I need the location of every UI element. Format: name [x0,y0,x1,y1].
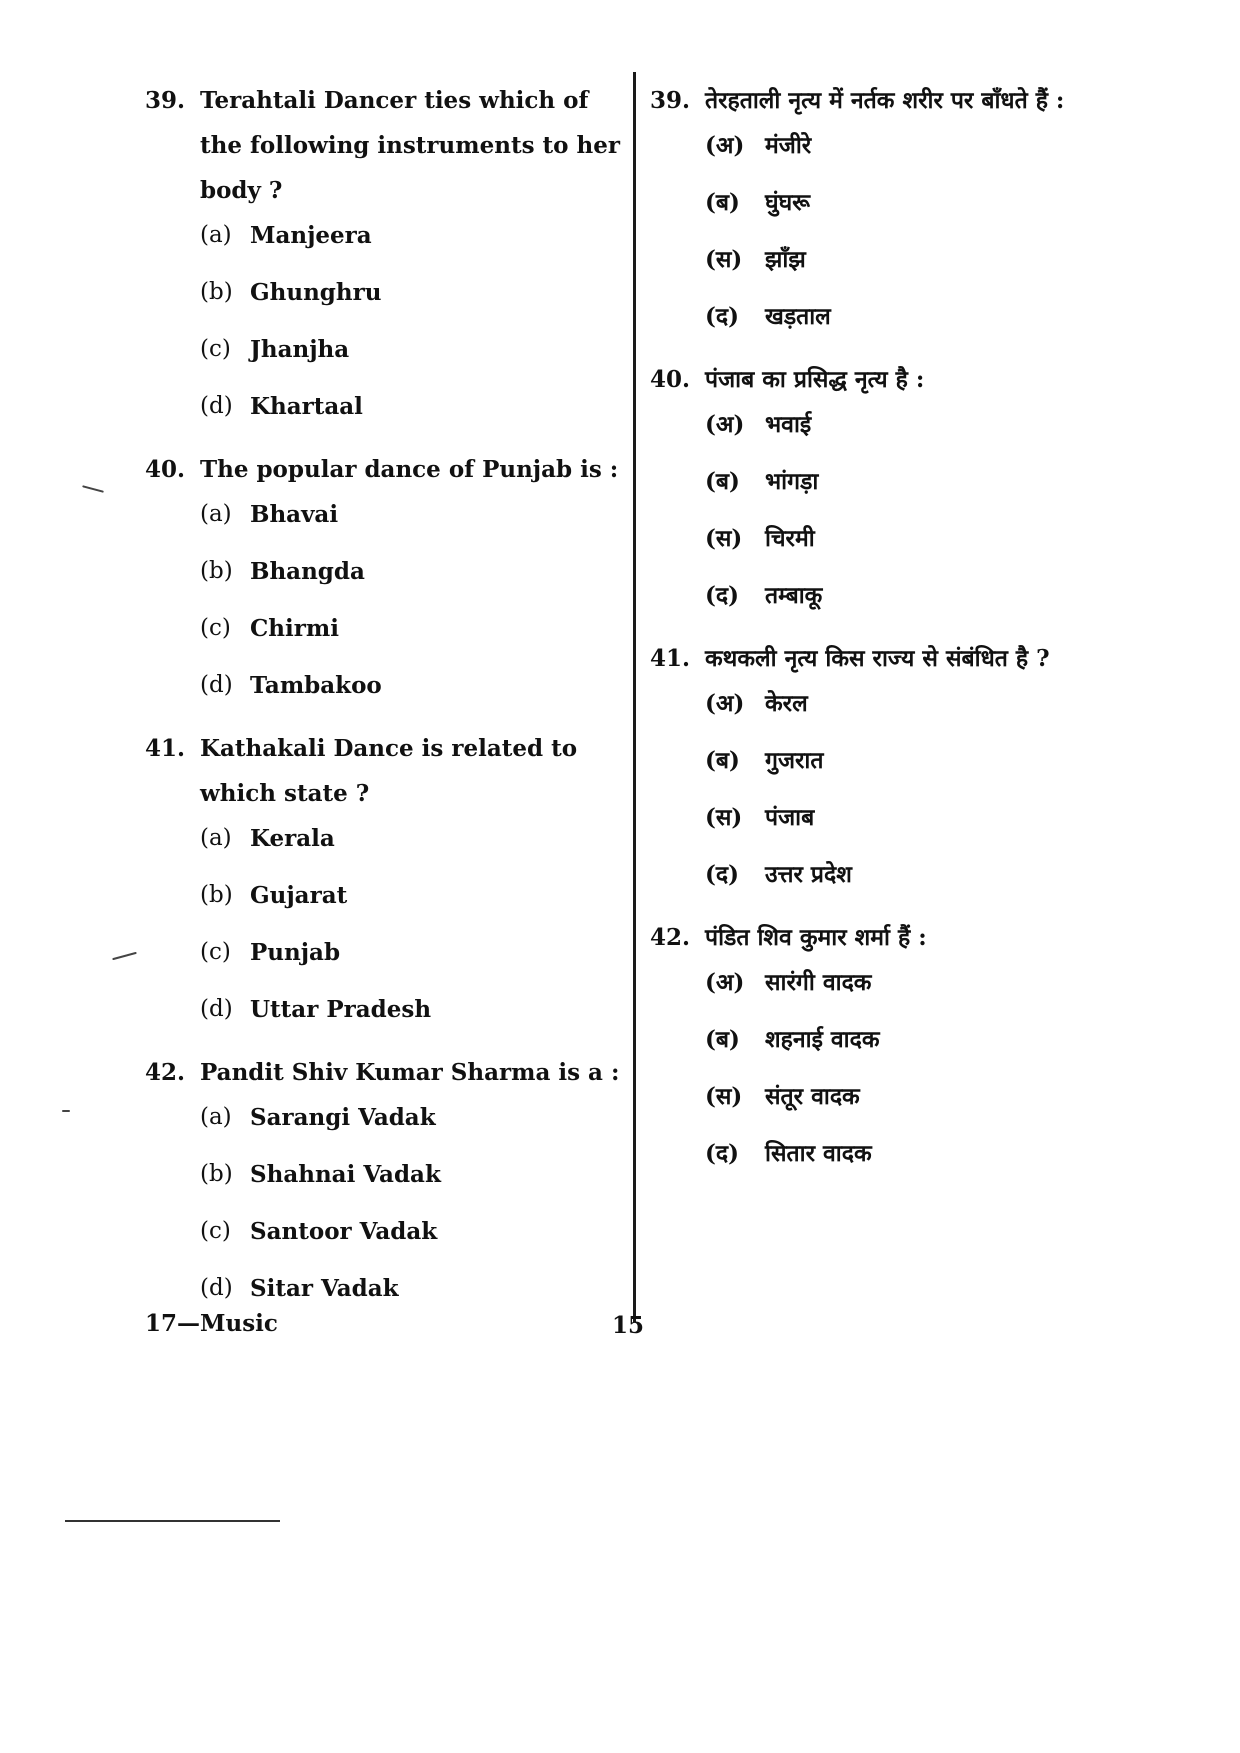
page-number: 15 [612,1312,645,1339]
option-c [650,1074,1130,1131]
question-42-hi [650,915,1130,1188]
option-text: Manjeera [250,222,372,249]
option-label: (अ) [705,411,745,438]
option-d [145,663,620,720]
scan-mark [62,1110,70,1112]
option-c [145,327,620,384]
question-42-en [145,1050,620,1323]
option-a [650,681,1130,738]
option-label: (अ) [705,969,745,996]
paper-code: 17—Music [145,1310,278,1337]
question-number: 41. [145,735,186,762]
option-b [650,459,1130,516]
scan-mark [82,485,104,493]
option-c [650,237,1130,294]
option-text: Chirmi [250,615,339,642]
option-text: भांगड़ा [765,468,819,495]
option-a [145,492,620,549]
question-text: कथकली नृत्य किस राज्य से संबंधित है ? [705,645,1050,672]
option-text: Bhangda [250,558,365,585]
scan-mark [112,952,137,960]
option-label: (c) [200,939,231,965]
option-a [145,1095,620,1152]
option-text: Gujarat [250,882,348,909]
option-label: (c) [200,336,231,362]
option-d [650,1131,1130,1188]
option-label: (a) [200,1104,232,1130]
option-a [650,960,1130,1017]
option-b [145,873,620,930]
option-text: Ghunghru [250,279,382,306]
option-text: Santoor Vadak [250,1218,438,1245]
option-d [650,294,1130,351]
option-text: Khartaal [250,393,363,420]
option-a [650,402,1130,459]
question-number: 42. [650,924,691,951]
option-text: मंजीरे [765,132,812,159]
option-label: (c) [200,1218,231,1244]
question-number: 40. [650,366,691,393]
option-text: पंजाब [765,804,815,831]
option-a [145,816,620,873]
option-label: (स) [705,246,743,273]
option-label: (d) [200,393,233,419]
question-number: 41. [650,645,691,672]
option-label: (द) [705,1140,739,1167]
option-text: गुजरात [765,747,824,774]
question-text: तेरहताली नृत्य में नर्तक शरीर पर बाँधते हैं : [705,87,1065,114]
option-text: खड़ताल [765,303,831,330]
option-label: (c) [200,615,231,641]
question-number: 42. [145,1059,186,1086]
option-text: Punjab [250,939,341,966]
question-text: Kathakali Dance is related to which state ? [200,735,578,807]
option-label: (स) [705,525,743,552]
option-label: (ब) [705,747,740,774]
option-d [145,987,620,1044]
question-text: पंजाब का प्रसिद्ध नृत्य है : [705,366,925,393]
question-41-hi [650,636,1130,909]
option-label: (d) [200,672,233,698]
option-b [650,180,1130,237]
option-text: संतूर वादक [765,1083,860,1110]
option-c [650,795,1130,852]
option-label: (b) [200,279,233,305]
option-label: (द) [705,303,739,330]
option-label: (स) [705,1083,743,1110]
option-label: (d) [200,996,233,1022]
option-a [145,213,620,270]
option-text: Kerala [250,825,335,852]
option-c [145,606,620,663]
option-c [145,1209,620,1266]
option-label: (a) [200,222,232,248]
option-label: (b) [200,558,233,584]
option-b [145,1152,620,1209]
option-c [650,516,1130,573]
option-text: केरल [765,690,808,717]
option-text: सितार वादक [765,1140,872,1167]
option-text: भवाई [765,411,812,438]
option-text: झाँझ [765,246,806,273]
option-text: तम्बाकू [765,582,823,609]
option-label: (द) [705,582,739,609]
option-label: (ब) [705,468,740,495]
option-text: Sarangi Vadak [250,1104,436,1131]
option-text: Jhanjha [250,336,350,363]
option-text: शहनाई वादक [765,1026,880,1053]
question-39-en [145,78,620,441]
question-number: 40. [145,456,186,483]
option-c [145,930,620,987]
question-40-hi [650,357,1130,630]
option-text: Sitar Vadak [250,1275,399,1302]
option-text: चिरमी [765,525,815,552]
column-divider [633,72,636,1322]
option-d [145,384,620,441]
question-text: पंडित शिव कुमार शर्मा हैं : [705,924,927,951]
option-text: Uttar Pradesh [250,996,432,1023]
question-number: 39. [145,87,186,114]
question-text: Pandit Shiv Kumar Sharma is a : [200,1059,620,1086]
bottom-rule [65,1520,280,1522]
option-b [145,549,620,606]
option-d [650,852,1130,909]
option-label: (a) [200,501,232,527]
option-text: उत्तर प्रदेश [765,861,852,888]
option-label: (b) [200,1161,233,1187]
option-label: (अ) [705,132,745,159]
question-39-hi [650,78,1130,351]
option-a [650,123,1130,180]
question-40-en [145,447,620,720]
question-text: The popular dance of Punjab is : [200,456,619,483]
option-label: (d) [200,1275,233,1301]
option-label: (द) [705,861,739,888]
option-b [650,1017,1130,1074]
option-b [145,270,620,327]
option-label: (b) [200,882,233,908]
question-number: 39. [650,87,691,114]
option-text: सारंगी वादक [765,969,872,996]
option-text: Tambakoo [250,672,382,699]
option-label: (ब) [705,189,740,216]
option-b [650,738,1130,795]
option-label: (a) [200,825,232,851]
question-text: Terahtali Dancer ties which of the following instruments to her body ? [200,87,620,204]
option-d [650,573,1130,630]
option-label: (ब) [705,1026,740,1053]
option-label: (स) [705,804,743,831]
option-label: (अ) [705,690,745,717]
hindi-column [650,78,1130,1188]
english-column [145,78,620,1323]
option-text: Shahnai Vadak [250,1161,441,1188]
option-text: Bhavai [250,501,339,528]
question-41-en [145,726,620,1044]
option-text: घुंघरू [765,189,811,216]
